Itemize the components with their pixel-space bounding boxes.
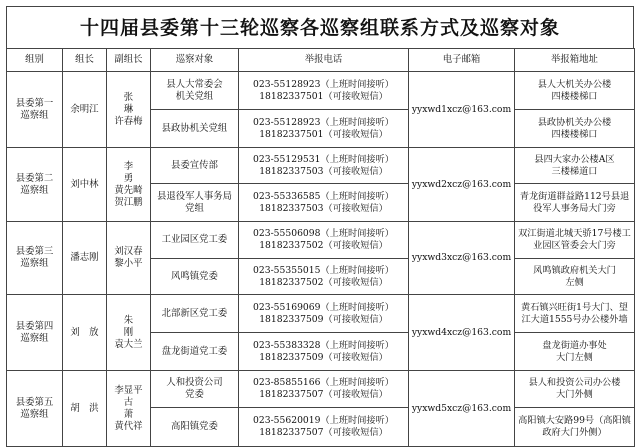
phone-cell: 023-55620019（上班时间接听） 18182337507（可接收短信） (239, 408, 409, 447)
header-phone: 举报电话 (239, 49, 409, 72)
header-address: 举报箱地址 (515, 49, 635, 72)
table-row (7, 222, 635, 259)
address-cell: 县政协机关办公楼 四楼楼梯口 (515, 110, 635, 148)
table-row (7, 371, 635, 408)
target-cell: 县委宣传部 (151, 148, 239, 184)
group-name-cell: 县委第三 巡察组 (7, 222, 63, 295)
phone-cell: 023-55169069（上班时间接听） 18182337509（可接收短信） (239, 295, 409, 333)
header-group: 组别 (7, 49, 63, 72)
address-cell: 县人大机关办公楼 四楼楼梯口 (515, 72, 635, 110)
deputy-cell: 朱 刚 袁大兰 (107, 295, 151, 371)
phone-cell: 023-55355015（上班时间接听） 18182337502（可接收短信） (239, 259, 409, 295)
group-name-cell: 县委第二 巡察组 (7, 148, 63, 222)
header-row (7, 49, 635, 72)
header-target: 巡察对象 (151, 49, 239, 72)
phone-cell: 023-85855166（上班时间接听） 18182337507（可接收短信） (239, 371, 409, 408)
target-cell: 县政协机关党组 (151, 110, 239, 148)
phone-cell: 023-55128923（上班时间接听） 18182337501（可接收短信） (239, 72, 409, 110)
deputy-cell: 李显平 古 萧 黄代祥 (107, 371, 151, 447)
deputy-cell: 李 勇 黄先畸 贺江鹏 (107, 148, 151, 222)
target-cell: 风鸣镇党委 (151, 259, 239, 295)
table-row (7, 295, 635, 333)
header-leader: 组长 (63, 49, 107, 72)
table-row (7, 72, 635, 110)
email-cell[interactable]: yyxwd2xcz@163.com (409, 148, 515, 222)
leader-cell: 潘志刚 (63, 222, 107, 295)
deputy-cell: 张 琳 许春梅 (107, 72, 151, 148)
header-email: 电子邮箱 (409, 49, 515, 72)
phone-cell: 023-55129531（上班时间接听） 18182337503（可接收短信） (239, 148, 409, 184)
address-cell: 高阳镇大安路99号（高阳镇 政府大门外侧） (515, 408, 635, 447)
target-cell: 人和投资公司 党委 (151, 371, 239, 408)
group-name-cell: 县委第四 巡察组 (7, 295, 63, 371)
target-cell: 县人大常委会 机关党组 (151, 72, 239, 110)
table-row (7, 148, 635, 184)
deputy-cell: 刘汉春 黎小平 (107, 222, 151, 295)
address-cell: 县四大家办公楼A区 三楼梯道口 (515, 148, 635, 184)
target-cell: 北部新区党工委 (151, 295, 239, 333)
leader-cell: 刘中林 (63, 148, 107, 222)
phone-cell: 023-55383328（上班时间接听） 18182337509（可接收短信） (239, 333, 409, 371)
email-cell[interactable]: yyxwd5xcz@163.com (409, 371, 515, 447)
target-cell: 盘龙街道党工委 (151, 333, 239, 371)
leader-cell: 刘 放 (63, 295, 107, 371)
address-cell: 双江街道北城天骄17号楼工 业园区管委会大门旁 (515, 222, 635, 259)
group-name-cell: 县委第一 巡察组 (7, 72, 63, 148)
phone-cell: 023-55128923（上班时间接听） 18182337501（可接收短信） (239, 110, 409, 148)
email-cell[interactable]: yyxwd1xcz@163.com (409, 72, 515, 148)
address-cell: 县人和投资公司办公楼 大门外侧 (515, 371, 635, 408)
leader-cell: 余明江 (63, 72, 107, 148)
page-title: 十四届县委第十三轮巡察各巡察组联系方式及巡察对象 (6, 6, 634, 48)
address-cell: 风鸣镇政府机关大门 左侧 (515, 259, 635, 295)
table-body (7, 72, 635, 447)
group-name-cell: 县委第五 巡察组 (7, 371, 63, 447)
address-cell: 盘龙街道办事处 大门左侧 (515, 333, 635, 371)
target-cell: 县退役军人事务局 党组 (151, 184, 239, 222)
email-cell[interactable]: yyxwd4xcz@163.com (409, 295, 515, 371)
target-cell: 高阳镇党委 (151, 408, 239, 447)
leader-cell: 胡 洪 (63, 371, 107, 447)
target-cell: 工业园区党工委 (151, 222, 239, 259)
header-deputy: 副组长 (107, 49, 151, 72)
phone-cell: 023-55336585（上班时间接听） 18182337503（可接收短信） (239, 184, 409, 222)
phone-cell: 023-55506098（上班时间接听） 18182337502（可接收短信） (239, 222, 409, 259)
email-cell[interactable]: yyxwd3xcz@163.com (409, 222, 515, 295)
inspection-table (6, 48, 635, 447)
address-cell: 青龙街道群益路112号县退 役军人事务局大门旁 (515, 184, 635, 222)
address-cell: 黄石镇兴旺街1号大门、望 江大道1555号办公楼外墙 (515, 295, 635, 333)
